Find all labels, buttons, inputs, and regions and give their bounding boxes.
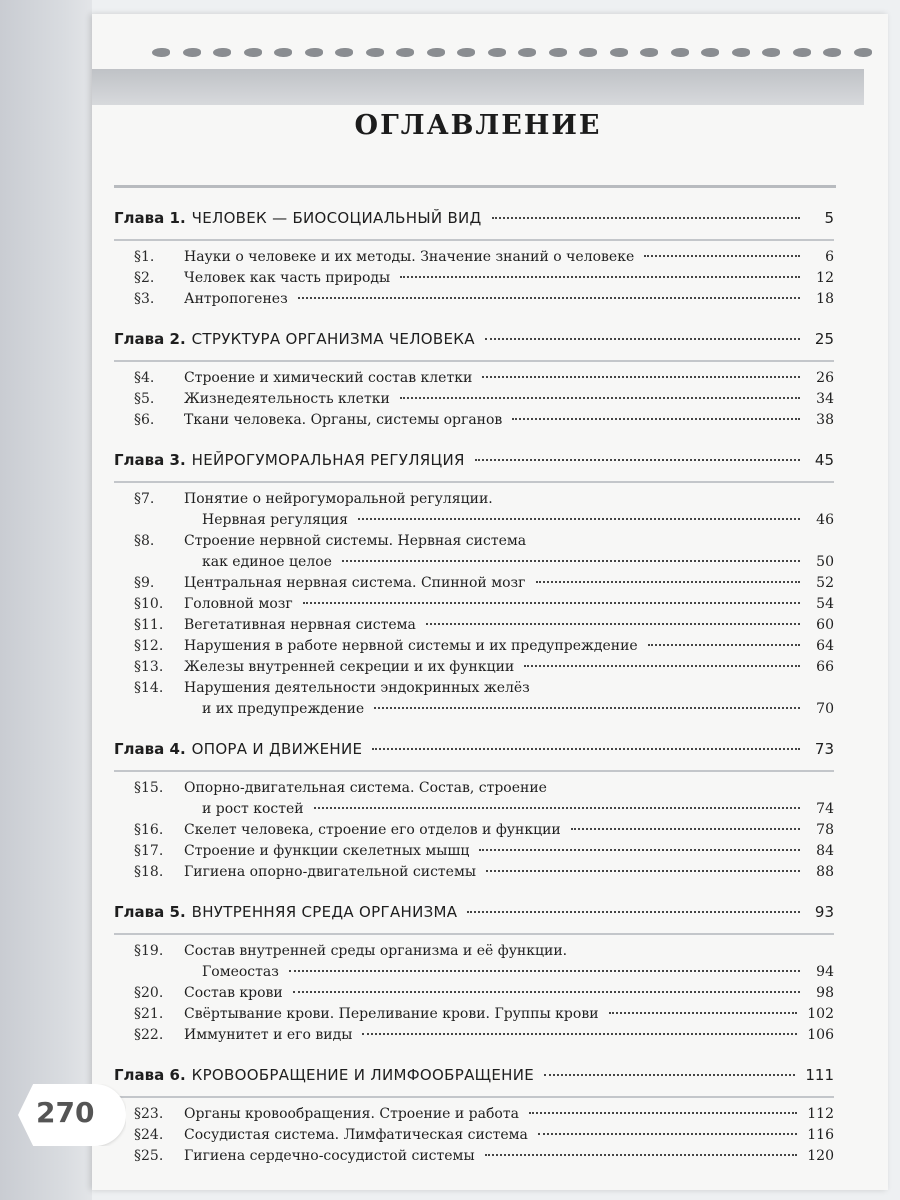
section-number: §16. bbox=[134, 822, 164, 838]
dot-leader bbox=[529, 1112, 797, 1114]
section-number: §19. bbox=[134, 943, 164, 959]
chapter-heading[interactable] bbox=[114, 209, 834, 237]
dot-leader bbox=[571, 828, 800, 830]
dot-leader bbox=[544, 1074, 795, 1076]
dot-leader bbox=[314, 807, 800, 809]
section-number: §25. bbox=[134, 1148, 164, 1164]
section-title: Железы внутренней секреции и их функции bbox=[184, 659, 515, 675]
section-title: Строение нервной системы. Нервная система bbox=[184, 533, 527, 549]
chapter-page: 93 bbox=[814, 903, 834, 921]
section-page: 64 bbox=[816, 638, 834, 654]
dot-leader bbox=[479, 849, 800, 851]
section-title: Органы кровообращения. Строение и работа bbox=[184, 1106, 519, 1122]
dot-leader bbox=[475, 459, 800, 461]
toc-entry[interactable] bbox=[114, 1127, 834, 1148]
chapter-heading[interactable] bbox=[114, 903, 834, 931]
dot-leader bbox=[609, 1012, 798, 1014]
section-title: Ткани человека. Органы, системы органов bbox=[184, 412, 503, 428]
section-number: §21. bbox=[134, 1006, 164, 1022]
section-page: 78 bbox=[816, 822, 834, 838]
section-title: Гомеостаз bbox=[202, 964, 279, 980]
toc-entry[interactable] bbox=[114, 701, 834, 722]
chapter-page: 5 bbox=[824, 209, 834, 227]
header-band bbox=[92, 69, 864, 105]
section-page: 66 bbox=[816, 659, 834, 675]
dot-leader bbox=[536, 581, 801, 583]
section-page: 34 bbox=[816, 391, 834, 407]
dot-leader bbox=[362, 1033, 797, 1035]
dot-leader bbox=[289, 970, 800, 972]
dot-leader bbox=[298, 297, 800, 299]
dot-leader bbox=[293, 991, 800, 993]
section-title: Головной мозг bbox=[184, 596, 293, 612]
chapter-heading[interactable] bbox=[114, 740, 834, 768]
section-title: и рост костей bbox=[202, 801, 304, 817]
chapter-page: 45 bbox=[814, 451, 834, 469]
toc-entry[interactable] bbox=[114, 491, 834, 512]
section-title: Вегетативная нервная система bbox=[184, 617, 416, 633]
toc-entry[interactable] bbox=[114, 391, 834, 412]
section-page: 94 bbox=[816, 964, 834, 980]
chapter-title: СТРУКТУРА ОРГАНИЗМА ЧЕЛОВЕКА bbox=[191, 330, 475, 348]
section-number: §3. bbox=[134, 291, 155, 307]
dot-leader bbox=[303, 602, 800, 604]
toc-entry[interactable] bbox=[114, 412, 834, 433]
chapter-prefix: Глава 3. bbox=[114, 451, 186, 469]
chapter-prefix: Глава 5. bbox=[114, 903, 186, 921]
section-title: Скелет человека, строение его отделов и функции bbox=[184, 822, 561, 838]
toc-entry[interactable] bbox=[114, 1106, 834, 1127]
chapter-title: ЧЕЛОВЕК — БИОСОЦИАЛЬНЫЙ ВИД bbox=[191, 209, 482, 227]
chapter-prefix: Глава 1. bbox=[114, 209, 186, 227]
section-title: Антропогенез bbox=[184, 291, 288, 307]
section-number: §17. bbox=[134, 843, 164, 859]
dot-leader bbox=[644, 255, 800, 257]
section-title: Нарушения деятельности эндокринных желёз bbox=[184, 680, 530, 696]
toc-entry[interactable] bbox=[114, 1148, 834, 1169]
book-spine-shadow bbox=[0, 0, 92, 1200]
chapter-title: ОПОРА И ДВИЖЕНИЕ bbox=[191, 740, 363, 758]
section-title: Нарушения в работе нервной системы и их предупреждение bbox=[184, 638, 638, 654]
page-number: 270 bbox=[36, 1096, 95, 1129]
section-title: Человек как часть природы bbox=[184, 270, 391, 286]
section-number: §8. bbox=[134, 533, 155, 549]
toc-entry[interactable] bbox=[114, 659, 834, 680]
section-page: 112 bbox=[807, 1106, 834, 1122]
toc-entry[interactable] bbox=[114, 1027, 834, 1048]
section-title: как единое целое bbox=[202, 554, 332, 570]
toc-entry[interactable] bbox=[114, 512, 834, 533]
section-page: 102 bbox=[807, 1006, 834, 1022]
section-number: §18. bbox=[134, 864, 164, 880]
section-title: Строение и функции скелетных мышц bbox=[184, 843, 470, 859]
section-title: Состав крови bbox=[184, 985, 283, 1001]
section-title: Центральная нервная система. Спинной мозг bbox=[184, 575, 526, 591]
section-number: §1. bbox=[134, 249, 155, 265]
toc-entry[interactable] bbox=[114, 596, 834, 617]
section-number: §5. bbox=[134, 391, 155, 407]
toc-entry[interactable] bbox=[114, 370, 834, 391]
section-number: §24. bbox=[134, 1127, 164, 1143]
toc-entry[interactable] bbox=[114, 864, 834, 885]
toc-entry[interactable] bbox=[114, 270, 834, 291]
chapter-divider bbox=[114, 481, 834, 483]
dot-leader bbox=[512, 418, 800, 420]
section-number: §23. bbox=[134, 1106, 164, 1122]
section-number: §11. bbox=[134, 617, 164, 633]
section-page: 88 bbox=[816, 864, 834, 880]
dot-leader bbox=[467, 911, 800, 913]
toc-entry[interactable] bbox=[114, 554, 834, 575]
chapter-heading[interactable] bbox=[114, 451, 834, 479]
chapter-heading[interactable] bbox=[114, 330, 834, 358]
title-divider bbox=[114, 185, 836, 188]
chapter-prefix: Глава 6. bbox=[114, 1066, 186, 1084]
section-page: 6 bbox=[825, 249, 834, 265]
section-page: 98 bbox=[816, 985, 834, 1001]
section-page: 12 bbox=[816, 270, 834, 286]
dot-leader bbox=[342, 560, 800, 562]
section-page: 54 bbox=[816, 596, 834, 612]
chapter-page: 111 bbox=[805, 1066, 834, 1084]
chapter-heading[interactable] bbox=[114, 1066, 834, 1094]
dot-leader bbox=[485, 1154, 798, 1156]
chapter-divider bbox=[114, 239, 834, 241]
section-page: 70 bbox=[816, 701, 834, 717]
section-title: Состав внутренней среды организма и её функции. bbox=[184, 943, 568, 959]
section-number: §20. bbox=[134, 985, 164, 1001]
table-of-contents bbox=[114, 209, 834, 1169]
section-page: 46 bbox=[816, 512, 834, 528]
chapter-page: 73 bbox=[814, 740, 834, 758]
chapter-title: КРОВООБРАЩЕНИЕ И ЛИМФООБРАЩЕНИЕ bbox=[191, 1066, 534, 1084]
dot-leader bbox=[426, 623, 800, 625]
toc-entry[interactable] bbox=[114, 680, 834, 701]
toc-entry[interactable] bbox=[114, 1006, 834, 1027]
chapter-prefix: Глава 4. bbox=[114, 740, 186, 758]
chapter-title: НЕЙРОГУМОРАЛЬНАЯ РЕГУЛЯЦИЯ bbox=[191, 451, 465, 469]
section-number: §2. bbox=[134, 270, 155, 286]
page-title: ОГЛАВЛЕНИЕ bbox=[354, 110, 602, 141]
section-page: 26 bbox=[816, 370, 834, 386]
chapter-divider bbox=[114, 1096, 834, 1098]
chapter-gap bbox=[114, 885, 834, 903]
section-title: Гигиена сердечно-сосудистой системы bbox=[184, 1148, 475, 1164]
chapter-divider bbox=[114, 933, 834, 935]
toc-entry[interactable] bbox=[114, 575, 834, 596]
section-number: §14. bbox=[134, 680, 164, 696]
section-number: §6. bbox=[134, 412, 155, 428]
dot-leader bbox=[400, 276, 800, 278]
toc-entry[interactable] bbox=[114, 638, 834, 659]
section-number: §10. bbox=[134, 596, 164, 612]
chapter-divider bbox=[114, 360, 834, 362]
toc-entry[interactable] bbox=[114, 780, 834, 801]
section-number: §7. bbox=[134, 491, 155, 507]
chapter-divider bbox=[114, 770, 834, 772]
toc-entry[interactable] bbox=[114, 249, 834, 270]
dot-leader bbox=[358, 518, 800, 520]
section-page: 74 bbox=[816, 801, 834, 817]
section-page: 116 bbox=[807, 1127, 834, 1143]
section-page: 18 bbox=[816, 291, 834, 307]
section-page: 84 bbox=[816, 843, 834, 859]
chapter-title: ВНУТРЕННЯЯ СРЕДА ОРГАНИЗМА bbox=[191, 903, 458, 921]
section-title: Науки о человеке и их методы. Значение знаний о человеке bbox=[184, 249, 635, 265]
section-title: Опорно-двигательная система. Состав, строение bbox=[184, 780, 547, 796]
section-page: 120 bbox=[807, 1148, 834, 1164]
section-title: Иммунитет и его виды bbox=[184, 1027, 353, 1043]
dot-leader bbox=[486, 870, 800, 872]
book-page bbox=[92, 14, 888, 1190]
section-number: §22. bbox=[134, 1027, 164, 1043]
toc-entry[interactable] bbox=[114, 943, 834, 964]
toc-entry[interactable] bbox=[114, 843, 834, 864]
dot-leader bbox=[374, 707, 800, 709]
section-title: Гигиена опорно-двигательной системы bbox=[184, 864, 476, 880]
section-page: 38 bbox=[816, 412, 834, 428]
section-title: Строение и химический состав клетки bbox=[184, 370, 473, 386]
toc-entry[interactable] bbox=[114, 964, 834, 985]
dot-leader bbox=[648, 644, 800, 646]
dot-leader bbox=[400, 397, 800, 399]
section-title: Жизнедеятельность клетки bbox=[184, 391, 390, 407]
section-page: 106 bbox=[807, 1027, 834, 1043]
chapter-gap bbox=[114, 312, 834, 330]
toc-entry[interactable] bbox=[114, 291, 834, 312]
toc-entry[interactable] bbox=[114, 822, 834, 843]
dot-leader bbox=[538, 1133, 797, 1135]
dot-leader bbox=[485, 338, 800, 340]
dot-leader bbox=[524, 665, 800, 667]
dot-leader bbox=[372, 748, 800, 750]
chapter-page: 25 bbox=[814, 330, 834, 348]
chapter-prefix: Глава 2. bbox=[114, 330, 186, 348]
dot-leader bbox=[482, 376, 800, 378]
chapter-gap bbox=[114, 1048, 834, 1066]
dot-leader bbox=[492, 217, 800, 219]
section-title: Нервная регуляция bbox=[202, 512, 349, 528]
animal-silhouette-strip bbox=[152, 42, 872, 62]
section-number: §9. bbox=[134, 575, 155, 591]
section-number: §4. bbox=[134, 370, 155, 386]
chapter-gap bbox=[114, 433, 834, 451]
toc-entry[interactable] bbox=[114, 801, 834, 822]
section-number: §15. bbox=[134, 780, 164, 796]
section-number: §12. bbox=[134, 638, 164, 654]
section-title: и их предупреждение bbox=[202, 701, 365, 717]
section-title: Понятие о нейрогуморальной регуляции. bbox=[184, 491, 493, 507]
section-number: §13. bbox=[134, 659, 164, 675]
toc-entry[interactable] bbox=[114, 617, 834, 638]
toc-entry[interactable] bbox=[114, 985, 834, 1006]
section-page: 52 bbox=[816, 575, 834, 591]
chapter-gap bbox=[114, 722, 834, 740]
section-title: Свёртывание крови. Переливание крови. Группы крови bbox=[184, 1006, 599, 1022]
section-page: 50 bbox=[816, 554, 834, 570]
section-page: 60 bbox=[816, 617, 834, 633]
toc-entry[interactable] bbox=[114, 533, 834, 554]
section-title: Сосудистая система. Лимфатическая система bbox=[184, 1127, 528, 1143]
